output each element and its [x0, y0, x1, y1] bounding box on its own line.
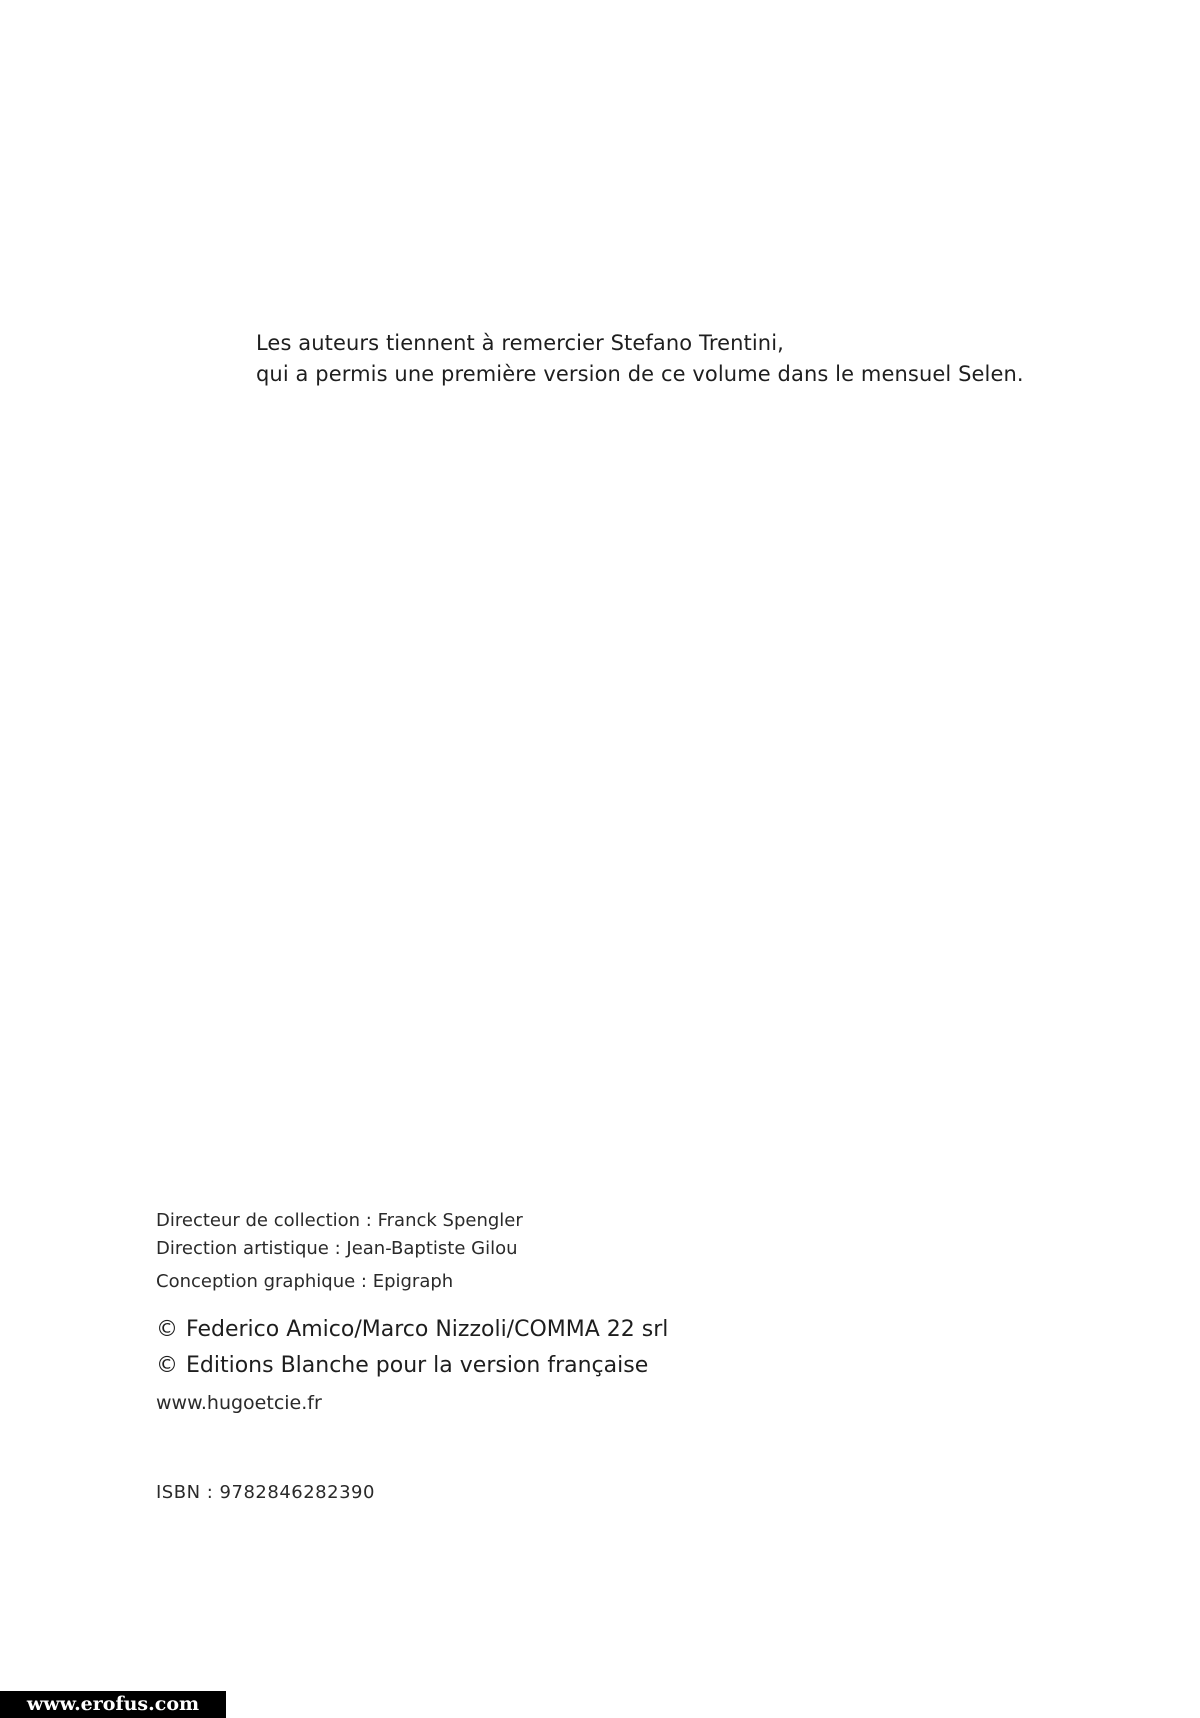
acknowledgement-block [256, 328, 1024, 390]
copyright-line-2 [156, 1348, 668, 1384]
isbn-number: ISBN : 9782846282390 [156, 1482, 375, 1503]
copyright-holder-authors: Federico Amico/Marco Nizzoli/COMMA 22 srl [186, 1317, 669, 1342]
copyright-holder-publisher: Editions Blanche pour la version française [186, 1353, 649, 1378]
copyright-icon: © [156, 1317, 178, 1342]
credits-block [156, 1207, 523, 1296]
graphic-design-credit: Conception graphique : Epigraph [156, 1271, 454, 1292]
publisher-website: www.hugoetcie.fr [156, 1392, 322, 1414]
acknowledgement-line-2: qui a permis une première version de ce volume dans le mensuel Selen. [256, 362, 1024, 386]
art-direction-credit: Direction artistique : Jean-Baptiste Gilou [156, 1238, 518, 1259]
acknowledgement-line-1: Les auteurs tiennent à remercier Stefano Trentini, [256, 331, 784, 355]
copyright-line-1 [156, 1312, 668, 1348]
copyright-block [156, 1312, 668, 1384]
collection-director-credit: Directeur de collection : Franck Spengler [156, 1210, 523, 1231]
site-watermark: www.erofus.com [0, 1691, 226, 1718]
copyright-icon: © [156, 1353, 178, 1378]
